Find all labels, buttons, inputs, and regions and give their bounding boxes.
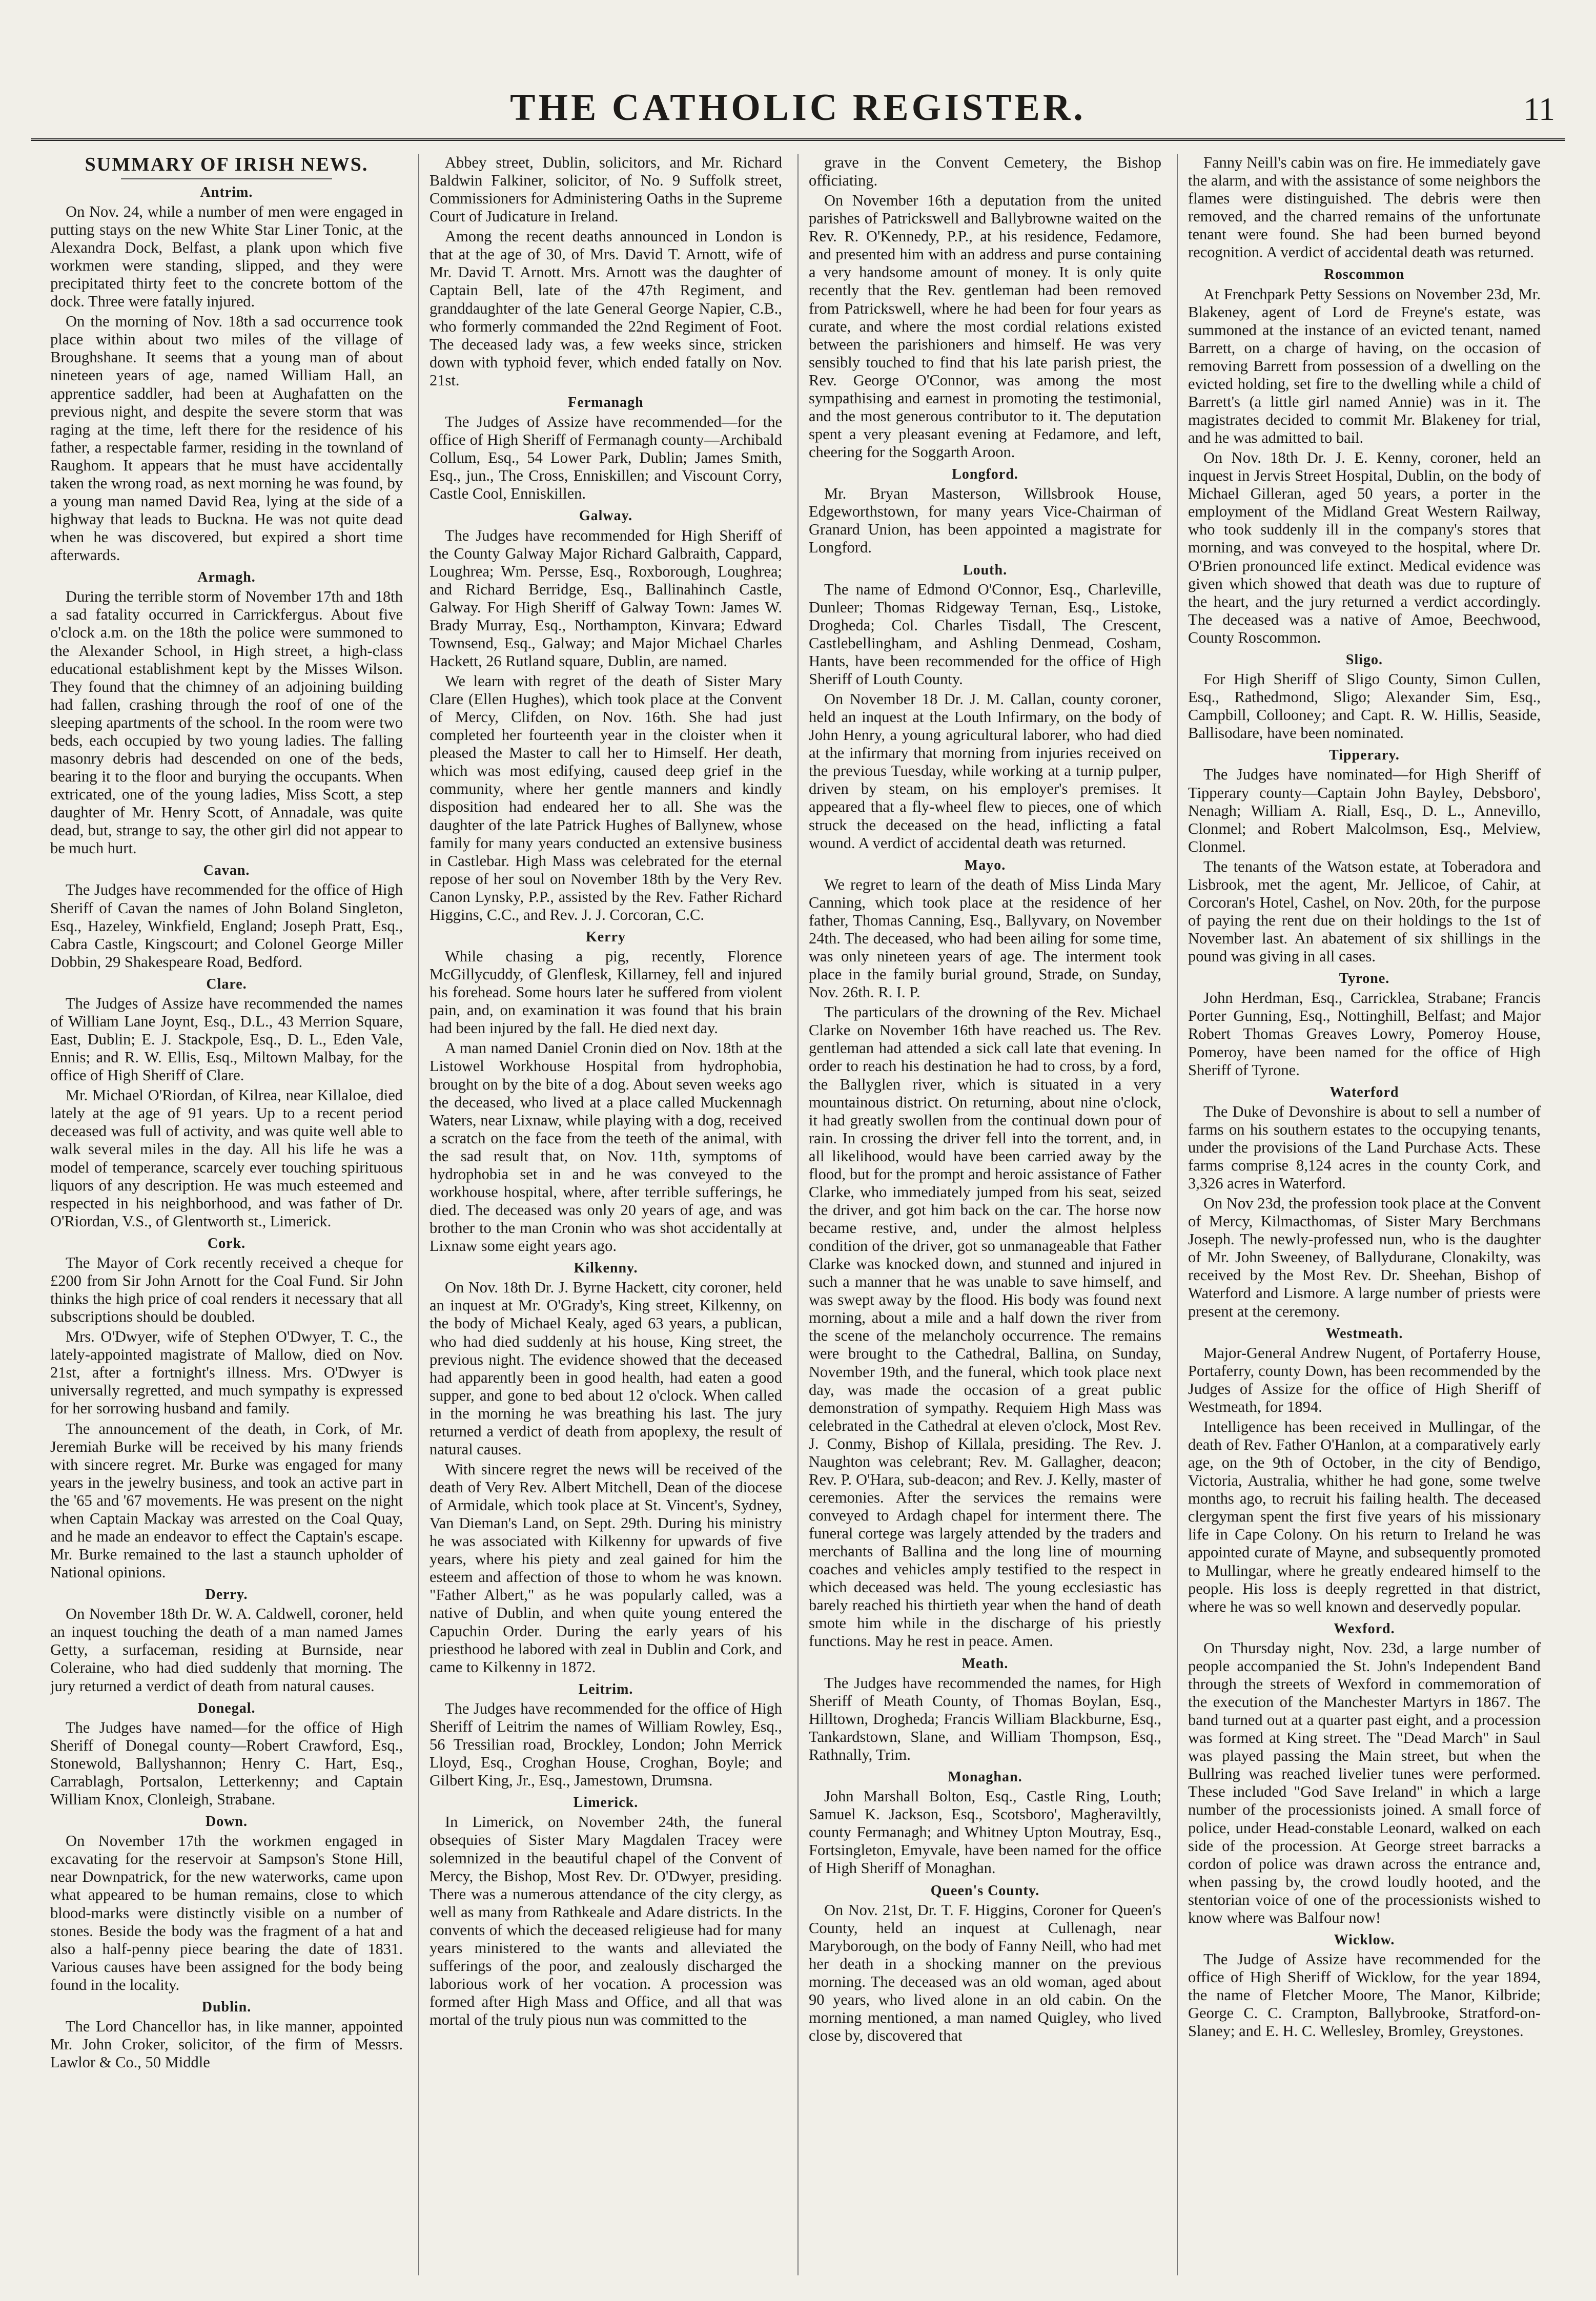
- news-paragraph: The Judges have nominated—for High Sheriff of Tipperary county—Captain John Bayley, Debsboro', Nenagh; William A. Riall, Esq., D. L., Annevillo, Clonmel; and Robert Malcolmson, Esq., Melview, Clonmel.: [1188, 766, 1541, 855]
- news-paragraph: Mrs. O'Dwyer, wife of Stephen O'Dwyer, T. C., the lately-appointed magistrate of Mallow, died on Nov. 21st, after a fortnight's illness. Mrs. O'Dwyer is universally regretted, and much sympathy is expressed for her sorrowing husband and family.: [50, 1328, 403, 1417]
- news-paragraph: Mr. Bryan Masterson, Willsbrook House, Edgeworthstown, for many years Vice-Chairman of Granard Union, has been appointed a magistrate for Longford.: [809, 485, 1161, 557]
- article-columns: [50, 154, 1541, 2275]
- news-paragraph: On November 18th Dr. W. A. Caldwell, coroner, held an inquest touching the death of a man named James Getty, a surfaceman, residing at Burnside, near Coleraine, who had died suddenly that morning. The jury returned a verdict of death from natural causes.: [50, 1605, 403, 1695]
- news-paragraph: On Thursday night, Nov. 23d, a large number of people accompanied the St. John's Independent Band through the streets of Wexford in commemoration of the execution of the Manchester Martyrs in 1867. The band turned out at a quarter past eight, and a procession was formed at King street. The "Dead March" in Saul was played passing the Main street, but when the Bullring was reached livelier tunes were performed. These included "God Save Ireland" in which a large number of the processionists joined. A small force of police, under Head-constable Leonard, walked on each side of the procession. At George street barracks a cordon of police was drawn across the entrance and, when passing by, the crowd loudly hooted, and the stentorian voice of one of the processionists wished to know where was Balfour now!: [1188, 1639, 1541, 1926]
- county-heading: Kilkenny.: [574, 1260, 638, 1277]
- news-paragraph: The Judges have recommended for High Sheriff of the County Galway Major Richard Galbraith, Cappard, Loughrea; Wm. Persse, Esq., Roxborough, Loughrea; and Richard Berridge, Esq., Ballinahinch Castle, Galway. For High Sheriff of Galway Town: James W. Brady Murray, Esq., Northampton, Kinvara; Edward Townsend, Esq., Galway; and Major Michael Charles Hackett, 26 Rutland square, Dublin, are named.: [429, 526, 782, 670]
- news-paragraph: The announcement of the death, in Cork, of Mr. Jeremiah Burke will be received by his many friends with sincere regret. Mr. Burke was engaged for many years in the jewelry business, and took an active part in the '65 and '67 movements. He was present on the night when Captain Mackay was arrested on the Coal Quay, and he made an endeavor to effect the Captain's escape. Mr. Burke remained to the last a staunch upholder of National opinions.: [50, 1420, 403, 1581]
- news-paragraph: The Judges of Assize have recommended the names of William Lane Joynt, Esq., D.L., 43 Merrion Square, East, Dublin; E. J. Stackpole, Esq., D. L., Eden Vale, Ennis; and R. W. Ellis, Esq., Miltown Malbay, for the office of High Sheriff of Clare.: [50, 994, 403, 1084]
- news-paragraph: The tenants of the Watson estate, at Toberadora and Lisbrook, met the agent, Mr. Jellicoe, of Cahir, at Corcoran's Hotel, Cashel, on Nov. 20th, for the purpose of paying the rent due on their holdings to the 1st of November last. An abatement of six shillings in the pound was giving in all cases.: [1188, 857, 1541, 965]
- column-4: [1188, 154, 1541, 2281]
- county-heading: Cork.: [207, 1235, 246, 1251]
- news-paragraph: The Judges have recommended for the office of High Sheriff of Leitrim the names of William Rowley, Esq., 56 Tressilian road, Brockley, London; John Merrick Lloyd, Esq., Croghan House, Croghan, Boyle; and Gilbert King, Jr., Esq., Jamestown, Drumsna.: [429, 1699, 782, 1790]
- news-paragraph: On Nov. 18th Dr. J. Byrne Hackett, city coroner, held an inquest at Mr. O'Grady's, King street, Kilkenny, on the body of Michael Kealy, aged 63 years, a publican, who had died suddenly at his house, King street, the previous night. The evidence showed that the deceased had apparently been in good health, had eaten a good supper, and gone to bed about 12 o'clock. When called in the morning he was breathing his last. The jury returned a verdict of death from apoplexy, the result of natural causes.: [429, 1279, 782, 1458]
- news-paragraph: The Judge of Assize have recommended for the office of High Sheriff of Wicklow, for the year 1894, the name of Fletcher Moore, The Manor, Kilbride; George C. C. Crampton, Ballybrooke, Stratford-on-Slaney; and E. H. C. Wellesley, Bromley, Greystones.: [1188, 1950, 1541, 2040]
- masthead-title: THE CATHOLIC REGISTER.: [510, 87, 1086, 129]
- news-paragraph: On November 16th a deputation from the united parishes of Patrickswell and Ballybrowne waited on the Rev. R. O'Kennedy, P.P., at his residence, Fedamore, and presented him with an address and purse containing a very handsome amount of money. It is only quite recently that the Rev. gentleman had been removed from Patrickswell, where he had been for four years as curate, and where the most cordial relations existed between the parishioners and himself. He was very sensibly touched to find that his late parish priest, the Rev. George O'Connor, was among the most sympathising and earnest in promoting the testimonial, and the most generous contributor to it. The deputation spent a very pleasant evening at Fedamore, and left, cheering for the Soggarth Aroon.: [809, 192, 1161, 461]
- county-heading: Fermanagh: [568, 394, 644, 410]
- news-paragraph: The name of Edmond O'Connor, Esq., Charleville, Dunleer; Thomas Ridgeway Ternan, Esq., Listoke, Drogheda; Col. Charles Tisdall, The Crescent, Castlebellingham, and Ashling Denmead, Cosham, Hants, have been recommended for the office of High Sheriff of Louth County.: [809, 580, 1161, 688]
- news-paragraph: On Nov. 21st, Dr. T. F. Higgins, Coroner for Queen's County, held an inquest at Cullenagh, near Maryborough, on the body of Fanny Neill, who had met her death in a shocking manner on the previous morning. The deceased was an old woman, aged about 90 years, who lived alone in an old cabin. On the morning mentioned, a man named Quigley, who lived close by, discovered that: [809, 1901, 1161, 2045]
- county-heading: Dublin.: [201, 1999, 252, 2015]
- county-heading: Galway.: [579, 508, 633, 524]
- county-heading: Wexford.: [1334, 1620, 1395, 1637]
- news-paragraph: The Judges of Assize have recommended—for the office of High Sheriff of Fermanagh county—Archibald Collum, Esq., 54 Lower Park, Dublin; James Smith, Esq., jun., The Cross, Enniskillen; and Viscount Corry, Castle Cool, Enniskillen.: [429, 413, 782, 503]
- county-heading: Queen's County.: [930, 1882, 1040, 1899]
- county-heading: Monaghan.: [948, 1769, 1022, 1785]
- county-heading: Donegal.: [197, 1700, 256, 1716]
- column-divider: [797, 154, 799, 2275]
- news-paragraph: We regret to learn of the death of Miss Linda Mary Canning, which took place at the residence of her father, Thomas Canning, Esq., Ballyvary, on November 24th. The deceased, who had been ailing for some time, was only nineteen years of age. The interment took place in the family burial ground, Strade, on Sunday, Nov. 26th. R. I. P.: [809, 875, 1161, 1001]
- news-paragraph: The Mayor of Cork recently received a cheque for £200 from Sir John Arnott for the Coal Fund. Sir John thinks the high price of coal renders it necessary that all subscriptions should be doubled.: [50, 1254, 403, 1326]
- news-paragraph: On November 18 Dr. J. M. Callan, county coroner, held an inquest at the Louth Infirmary, on the body of John Henry, a young agricultural laborer, who had died at the infirmary that morning from injuries received on the previous Tuesday, while working at a turnip pulper, driven by steam, on his employer's premises. It appeared that a fly-wheel flew to pieces, one of which struck the deceased on the head, inflicting a fatal wound. A verdict of accidental death was returned.: [809, 690, 1161, 852]
- column-2: [429, 154, 782, 2281]
- news-paragraph: On Nov 23d, the profession took place at the Convent of Mercy, Kilmacthomas, of Sister Mary Berchmans Joseph. The newly-professed nun, who is the daughter of Mr. John Sweeney, of Ballydurane, Clonakilty, was received by the Most Rev. Dr. Sheehan, Bishop of Waterford and Lismore. A large number of priests were present at the ceremony.: [1188, 1195, 1541, 1320]
- county-heading: Derry.: [205, 1587, 248, 1603]
- county-heading: Antrim.: [200, 184, 253, 200]
- county-heading: Tyrone.: [1339, 971, 1390, 987]
- county-heading: Down.: [205, 1814, 248, 1830]
- news-paragraph: John Marshall Bolton, Esq., Castle Ring, Louth; Samuel K. Jackson, Esq., Scotsboro', Magheraviltly, county Fermanagh; and Whitney Upton Moutray, Esq., Fortsingleton, Emyvale, have been named for the office of High Sheriff of Monaghan.: [809, 1788, 1161, 1877]
- news-paragraph: For High Sheriff of Sligo County, Simon Cullen, Esq., Rathedmond, Sligo; Alexander Sim, Esq., Campbill, Collooney; and Capt. R. W. Hillis, Seaside, Ballisodare, have been nominated.: [1188, 670, 1541, 742]
- county-heading: Meath.: [961, 1655, 1009, 1672]
- county-heading: Clare.: [206, 976, 247, 992]
- news-paragraph: On Nov. 24, while a number of men were engaged in putting stays on the new White Star Liner Tonic, at the Alexandra Dock, Belfast, a plank upon which five workmen were standing, slipped, and they were precipitated thirty feet to the concrete bottom of the dock. Three were fatally injured.: [50, 202, 403, 311]
- news-paragraph: The Judges have named—for the office of High Sheriff of Donegal county—Robert Crawford, Esq., Stonewold, Ballyshannon; Henry C. Hart, Esq., Carrablagh, Portsalon, Letterkenny; and Captain William Knox, Clonleigh, Strabane.: [50, 1718, 403, 1808]
- news-paragraph: On November 17th the workmen engaged in excavating for the reservoir at Sampson's Stone Hill, near Downpatrick, for the new waterworks, came upon what appeared to be human remains, close to which blood-marks were distinctly visible on a number of stones. Beside the body was the fragment of a hat and also a half-penny piece bearing the date of 1831. Various causes have been assigned for the body being found in the locality.: [50, 1832, 403, 1994]
- news-paragraph: Intelligence has been received in Mullingar, of the death of Rev. Father O'Hanlon, at a comparatively early age, on the 9th of October, in the city of Bendigo, Victoria, Australia, whither he had gone, some twelve months ago, to recruit his failing health. The deceased clergyman spent the first five years of his missionary life in Cape Colony. On his return to Ireland he was appointed curate of Mayne, and subsequently promoted to Mullingar, where he greatly endeared himself to the people. His loss is deeply regretted in that district, where he was so well known and deservedly popular.: [1188, 1418, 1541, 1615]
- news-paragraph: In Limerick, on November 24th, the funeral obsequies of Sister Mary Magdalen Tracey were solemnized in the beautiful chapel of the Convent of Mercy, the Bishop, Most Rev. Dr. O'Dwyer, presiding. There was a numerous attendance of the city clergy, as well as many from Rathkeale and Adare districts. In the convents of which the deceased religieuse had for many years ministered to the wants and alleviated the sufferings of the poor, and zealously discharged the laborious work of her vocation. A procession was formed after High Mass and Office, and all that was mortal of the truly pious nun was committed to the: [429, 1813, 782, 2029]
- news-paragraph: grave in the Convent Cemetery, the Bishop officiating.: [809, 154, 1161, 190]
- news-paragraph: The Judges have recommended for the office of High Sheriff of Cavan the names of John Boland Singleton, Esq., Hazeley, Winkfield, England; Joseph Pratt, Esq., Cabra Castle, Kingscourt; and Colonel George Miller Dobbin, 29 Shakespeare Road, Bedford.: [50, 881, 403, 971]
- county-heading: Louth.: [963, 562, 1008, 578]
- news-paragraph: Major-General Andrew Nugent, of Portaferry House, Portaferry, county Down, has been recommended by the Judges of Assize for the office of High Sheriff of Westmeath, for 1894.: [1188, 1344, 1541, 1415]
- column-3: [809, 154, 1161, 2281]
- section-title-rule: [121, 178, 333, 179]
- news-paragraph: The Judges have recommended the names, for High Sheriff of Meath County, of Thomas Boylan, Esq., Hilltown, Drogheda; Francis William Blackburne, Esq., Tankardstown, Slane, and William Thompson, Esq., Rathnally, Trim.: [809, 1674, 1161, 1763]
- county-heading: Westmeath.: [1325, 1325, 1403, 1342]
- news-paragraph: The particulars of the drowning of the Rev. Michael Clarke on November 16th have reached us. The Rev. gentleman had attended a sick call late that evening. In order to reach his destination he had to cross, by a ford, the Ballyglen river, which is situated in a very mountainous district. On returning, about nine o'clock, it had greatly swollen from the continual down pour of rain. In crossing the driver fell into the torrent, and, in all likelihood, would have been carried away by the flood, but for the prompt and heroic assistance of Father Clarke, who immediately jumped from his seat, seized the driver, and got him back on the car. The horse now became restive, and, under the almost helpless condition of the driver, got so unmanageable that Father Clarke was knocked down, and stunned and injured in such a manner that he was unable to save himself, and was swept away by the flood. His body was found next morning, about a mile and a half down the river from the scene of the melancholy occurrence. The remains were brought to the Cathedral, Ballina, on Sunday, November 19th, and the funeral, which took place next day, was made the occasion of a great public demonstration of sympathy. Requiem High Mass was celebrated in the Cathedral at eleven o'clock, Most Rev. J. Conmy, Bishop of Killala, presiding. The Rev. J. Naughton was celebrant; Rev. M. Gallagher, deacon; Rev. P. O'Hara, sub-deacon; and Rev. J. Kelly, master of ceremonies. After the services the remains were conveyed to Ardagh chapel for interment there. The funeral cortege was largely attended by the traders and merchants of Ballina and the long line of mourning coaches and vehicles amply testified to the respect in which deceased was held. The young ecclesiastic has barely reached his thirtieth year when the hand of death smote him while in the discharge of his priestly functions. May he rest in peace. Amen.: [809, 1003, 1161, 1650]
- county-heading: Leitrim.: [578, 1681, 633, 1697]
- masthead: [31, 82, 1565, 141]
- county-heading: Armagh.: [197, 569, 256, 586]
- county-heading: Roscommon: [1324, 266, 1405, 283]
- news-paragraph: At Frenchpark Petty Sessions on November 23d, Mr. Blakeney, agent of Lord de Freyne's estate, was summoned at the instance of an evicted tenant, named Barrett, on a charge of having, on the occasion of removing Barrett from possession of a dwelling on the evicted holding, set fire to the dwelling while a child of Barrett's (a little girl named Annie) was in it. The magistrates decided to commit Mr. Blakeney for trial, and he was admitted to bail.: [1188, 285, 1541, 447]
- news-paragraph: Abbey street, Dublin, solicitors, and Mr. Richard Baldwin Falkiner, solicitor, of No. 9 Suffolk street, Commissioners for Administering Oaths in the Supreme Court of Judicature in Ireland.: [429, 154, 782, 225]
- column-divider: [418, 154, 419, 2275]
- page-number: 11: [1523, 91, 1555, 127]
- news-paragraph: On the morning of Nov. 18th a sad occurrence took place within about two miles of the village of Broughshane. It seems that a young man of about nineteen years of age, named William Hall, an apprentice saddler, had been at Aughafatten on the previous night, and despite the severe storm that was raging at the time, left there for the residence of his father, a respectable farmer, residing in the townland of Raughom. It appears that he must have accidentally taken the wrong road, as next morning he was found, by a young man named David Rea, lying at the side of a highway that leads to Buckna. He was not quite dead when he was discovered, but expired a short time afterwards.: [50, 313, 403, 564]
- section-title: SUMMARY OF IRISH NEWS.: [85, 154, 369, 175]
- news-paragraph: During the terrible storm of November 17th and 18th a sad fatality occurred in Carrickfergus. About five o'clock a.m. on the 18th the police were summoned to the Alexander School, in High street, a high-class educational establishment kept by the Misses Wilson. They found that the chimney of an adjoining building had fallen, crashing through the roof of one of the sleeping apartments of the school. In the room were two beds, each occupied by two young ladies. The falling masonry debris had descended on one of the beds, bearing it to the floor and burying the occupants. When extricated, one of the young ladies, Miss Scott, a step daughter of Mr. Henry Scott, of Annadale, was quite dead, but, strange to say, the other girl did not appear to be much hurt.: [50, 588, 403, 857]
- county-heading: Sligo.: [1345, 651, 1383, 668]
- news-paragraph: John Herdman, Esq., Carricklea, Strabane; Francis Porter Gunning, Esq., Nottinghill, Belfast; and Major Robert Thomas Greaves Lowry, Pomeroy House, Pomeroy, have been named for the office of High Sheriff of Tyrone.: [1188, 989, 1541, 1079]
- county-heading: Wicklow.: [1334, 1932, 1395, 1948]
- news-paragraph: With sincere regret the news will be received of the death of Very Rev. Albert Mitchell, Dean of the diocese of Armidale, which took place at St. Vincent's, Sydney, Van Dieman's Land, on Sept. 29th. During his ministry he was associated with Kilkenny for upwards of five years, where his piety and zeal gained for him the esteem and affection of those to whom he was known. "Father Albert," as he was popularly called, was a native of Dublin, and when quite young entered the Capuchin Order. During the early years of his priesthood he labored with zeal in Dublin and Cork, and came to Kilkenny in 1872.: [429, 1460, 782, 1676]
- news-paragraph: We learn with regret of the death of Sister Mary Clare (Ellen Hughes), which took place at the Convent of Mercy, Clifden, on Nov. 16th. She had just completed her fourteenth year in the cloister when it pleased the Master to call her to Himself. Her death, which was most edifying, caused deep grief in the community, where her gentle manners and kindly disposition had endeared her to all. She was the daughter of the late Patrick Hughes of Ballynew, whose family for many years conducted an extensive business in Castlebar. High Mass was celebrated for the eternal repose of her soul on November 18th by the Very Rev. Canon Lynsky, P.P., assisted by the Rev. Father Richard Higgins, C.C., and Rev. J. J. Corcoran, C.C.: [429, 672, 782, 923]
- county-heading: Mayo.: [964, 857, 1006, 873]
- county-heading: Limerick.: [573, 1795, 639, 1811]
- county-heading: Cavan.: [203, 862, 250, 879]
- news-paragraph: Among the recent deaths announced in London is that at the age of 30, of Mrs. David T. Arnott, wife of Mr. David T. Arnott. Mrs. Arnott was the daughter of Captain Bell, late of the 47th Regiment, and granddaughter of the late General George Napier, C.B., who formerly commanded the 22nd Regiment of Foot. The deceased lady was, a few weeks since, stricken down with typhoid fever, which ended fatally on Nov. 21st.: [429, 228, 782, 389]
- news-paragraph: Mr. Michael O'Riordan, of Kilrea, near Killaloe, died lately at the age of 91 years. Up to a recent period deceased was full of activity, and was quite well able to walk several miles in the day. All his life he was a model of temperance, scarcely ever touching spirituous liquors of any description. He was much esteemed and respected in his neighborhood, and was father of Dr. O'Riordan, V.S., of Glentworth st., Limerick.: [50, 1086, 403, 1230]
- column-divider: [1177, 154, 1178, 2275]
- county-heading: Longford.: [952, 466, 1018, 483]
- column-1: [50, 154, 403, 2281]
- news-paragraph: The Duke of Devonshire is about to sell a number of farms on his southern estates to the occupying tenants, under the provisions of the Land Purchase Acts. These farms comprise 8,124 acres in the county Cork, and 3,326 acres in Waterford.: [1188, 1102, 1541, 1193]
- news-paragraph: While chasing a pig, recently, Florence McGillycuddy, of Glenflesk, Killarney, fell and injured his forehead. Some hours later he suffered from violent pain, and, on examination it was found that his brain had been injured by the fall. He died next day.: [429, 948, 782, 1037]
- news-paragraph: A man named Daniel Cronin died on Nov. 18th at the Listowel Workhouse Hospital from hydrophobia, brought on by the bite of a dog. About seven weeks ago the deceased, who lived at a place called Muckennagh Waters, near Lixnaw, while playing with a dog, received a scratch on the face from the teeth of the animal, with the sad result that, on Nov. 11th, symptoms of hydrophobia set in and he was conveyed to the workhouse hospital, where, after terrible sufferings, he died. The deceased was only 20 years of age, and was brother to the man Cronin who was shot accidentally at Lixnaw some eight years ago.: [429, 1039, 782, 1255]
- county-heading: Waterford: [1329, 1084, 1399, 1100]
- news-paragraph: Fanny Neill's cabin was on fire. He immediately gave the alarm, and with the assistance of some neighbors the flames were distinguished. The debris were then removed, and the charred remains of the unfortunate tenant were found. She had been burned beyond recognition. A verdict of accidental death was returned.: [1188, 154, 1541, 261]
- news-paragraph: The Lord Chancellor has, in like manner, appointed Mr. John Croker, solicitor, of the firm of Messrs. Lawlor & Co., 50 Middle: [50, 2018, 403, 2071]
- county-heading: Tipperary.: [1329, 747, 1400, 764]
- county-heading: Kerry: [585, 929, 626, 945]
- news-paragraph: On Nov. 18th Dr. J. E. Kenny, coroner, held an inquest in Jervis Street Hospital, Dublin, on the body of Michael Gilleran, aged 50 years, a porter in the employment of the Midland Great Western Railway, who took suddenly ill in the company's stores that morning, and was conveyed to the hospital, where Dr. O'Brien pronounced life extinct. Medical evidence was given which showed that death was due to rupture of the heart, and the jury returned a verdict accordingly. The deceased was a native of Amoe, Beechwood, County Roscommon.: [1188, 449, 1541, 646]
